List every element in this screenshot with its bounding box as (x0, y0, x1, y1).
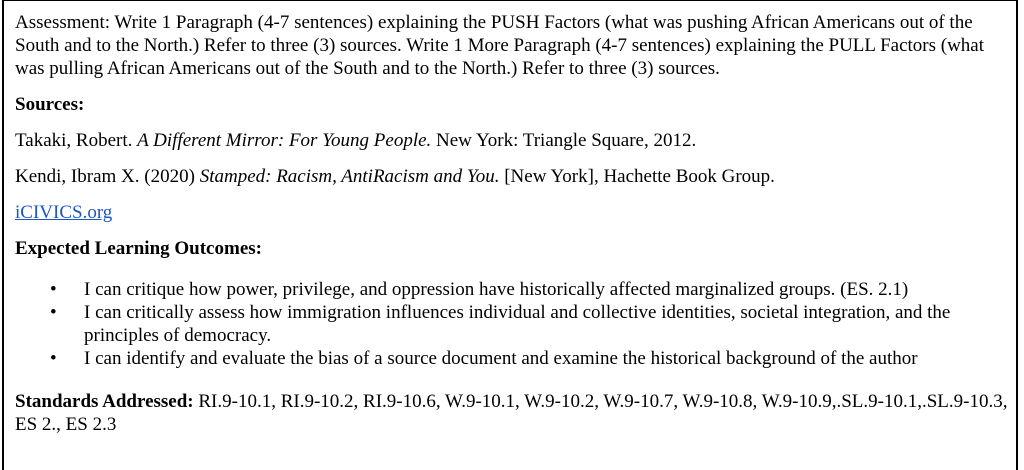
source-citation-1 (15, 129, 1010, 152)
outcome-text: I can critique how power, privilege, and oppression have historically affected marginalized groups. (ES. 2.1) (84, 279, 909, 300)
citation-text: Takaki, Robert. (15, 130, 138, 151)
outcome-text: I can identify and evaluate the bias of a source document and examine the historical background of the author (84, 348, 918, 369)
outcomes-heading: Expected Learning Outcomes: (15, 238, 262, 259)
citation-title: Stamped: Racism, AntiRacism and You. (199, 166, 500, 187)
outcome-item (15, 301, 1010, 347)
standards-label: Standards Addressed: (15, 391, 194, 412)
bullet-icon: • (50, 302, 57, 323)
outcomes-list (15, 278, 1010, 370)
citation-text: New York: Triangle Square, 2012. (431, 130, 697, 151)
bullet-icon: • (50, 279, 57, 300)
icivics-link[interactable]: iCIVICS.org (15, 202, 113, 223)
document-content (15, 11, 1010, 436)
outcome-item (15, 278, 1010, 301)
source-citation-2 (15, 165, 1010, 188)
sources-heading: Sources: (15, 94, 85, 115)
document-border (2, 0, 1018, 470)
bullet-icon: • (50, 348, 57, 369)
outcome-item (15, 347, 1010, 370)
citation-text: Kendi, Ibram X. (2020) (15, 166, 200, 187)
citation-title: A Different Mirror: For Young People. (137, 130, 432, 151)
outcome-text: I can critically assess how immigration influences individual and collective identities, societal integration, and the principles of democracy. (84, 302, 951, 346)
citation-text: [New York], Hachette Book Group. (499, 166, 775, 187)
assessment-paragraph: Assessment: Write 1 Paragraph (4-7 sentences) explaining the PUSH Factors (what was pushing African Americans out of the South and to the North.) Refer to three (3) sources. Write 1 More Paragraph (4-7 sentences) explaining the PULL Factors (what was pulling African Americans out of the South and to the North.) Refer to three (3) sources. (15, 12, 985, 79)
standards-text: RI.9-10.1, RI.9-10.2, RI.9-10.6, W.9-10.1, W.9-10.2, W.9-10.7, W.9-10.8, W.9-10.9,.SL.9-10.1,.SL.9-10.3, ES 2., ES 2.3 (15, 391, 1008, 435)
standards-paragraph (15, 390, 1010, 436)
